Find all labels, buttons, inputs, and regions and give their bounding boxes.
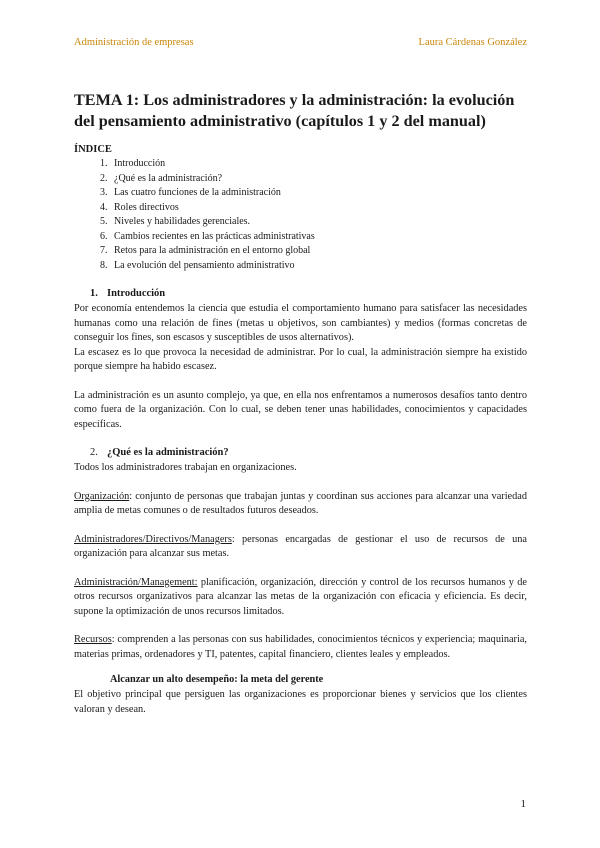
definition-term: Recursos — [74, 634, 112, 645]
page-header — [74, 37, 527, 51]
section-1-number: 1. — [90, 288, 98, 299]
index-item: 6. Cambios recientes en las prácticas administrativas — [110, 230, 527, 245]
index-item: 2. ¿Qué es la administración? — [110, 172, 527, 187]
definition-paragraph — [74, 633, 527, 662]
index-item: 8. La evolución del pensamiento administrativo — [110, 259, 527, 274]
subsection-heading: Alcanzar un alto desempeño: la meta del gerente — [110, 674, 324, 685]
section-2-number: 2. — [90, 447, 98, 458]
definition-text: : comprenden a las personas con sus habilidades, conocimientos técnicos y experiencia; maquinaria, materias primas, ordenadores y TI, patentes, capital financiero, clientes leales y empleados. — [74, 634, 527, 660]
index-list — [74, 157, 527, 273]
page-number: 1 — [520, 798, 526, 810]
definition-term: Administración/Management: — [74, 576, 198, 588]
section-2-title: ¿Qué es la administración? — [107, 447, 229, 458]
index-heading: ÍNDICE — [74, 144, 112, 155]
document-title: TEMA 1: Los administradores y la administración: la evolución del pensamiento administrativo (capítulos 1 y 2 del manual) — [74, 91, 515, 130]
index-item: 1. Introducción — [110, 157, 527, 172]
definition-paragraph — [74, 533, 527, 562]
index-item: 7. Retos para la administración en el entorno global — [110, 244, 527, 259]
definition-text: : conjunto de personas que trabajan juntas y coordinan sus acciones para alcanzar una variedad amplia de metas comunes o de resultados futuros deseados. — [74, 490, 527, 516]
section-1-title: Introducción — [107, 288, 166, 299]
section-1-heading — [90, 287, 527, 301]
page-content — [74, 90, 527, 717]
section-2-heading — [90, 446, 527, 460]
index-item: 4. Roles directivos — [110, 201, 527, 216]
index-item: 5. Niveles y habilidades gerenciales. — [110, 215, 527, 230]
section-1-paragraph: Por economía entendemos la ciencia que estudia el comportamiento humano para satisfacer las necesidades humanas como una relación de fines (metas u objetivos, son cambiantes) y medios (formas concretas de conseguir los fines, son escasos y susceptibles de usos alternativos). — [74, 303, 527, 343]
definition-term: Organización — [74, 490, 130, 502]
definition-text: planificación, organización, dirección y control de los recursos humanos y de otros recursos organizativos para alcanzar las metas de la organización con eficacia y eficiencia. Es decir, supone la optimización de unos recursos limitados. — [74, 576, 527, 617]
section-2-intro: Todos los administradores trabajan en organizaciones. — [74, 462, 297, 473]
section-1-paragraph: La escasez es lo que provoca la necesidad de administrar. Por lo cual, la administración siempre ha existido porque siempre ha habido escasez. — [74, 346, 527, 372]
header-author: Laura Cárdenas González — [418, 37, 527, 48]
definition-paragraph — [74, 490, 527, 519]
section-1-paragraph: La administración es un asunto complejo, ya que, en ella nos enfrentamos a numerosos desafíos tanto dentro como fuera de la organización. Con lo cual, se deben tener unas habilidades, conocimientos y capacidades específicas. — [74, 389, 527, 430]
header-course: Administración de empresas — [74, 37, 194, 48]
subsection-paragraph: El objetivo principal que persiguen las organizaciones es proporcionar bienes y servicios que los clientes valoran y desean. — [74, 689, 527, 715]
definition-text: : personas encargadas de gestionar el uso de recursos de una organización para alcanzar sus metas. — [74, 533, 527, 559]
definition-paragraph — [74, 576, 527, 620]
index-item: 3. Las cuatro funciones de la administración — [110, 186, 527, 201]
definition-term: Administradores/Directivos/Managers — [74, 533, 232, 545]
